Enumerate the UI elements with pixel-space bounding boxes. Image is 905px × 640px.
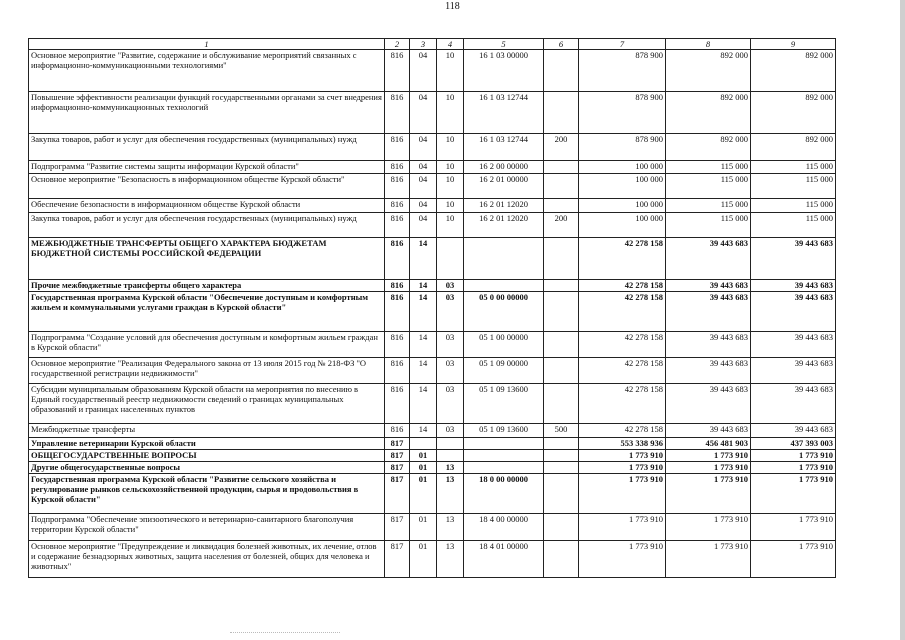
expense-type-code <box>544 438 579 450</box>
ministry-code: 816 <box>385 292 410 332</box>
target-article-code <box>464 280 544 292</box>
section-code: 04 <box>410 134 437 161</box>
section-code: 14 <box>410 238 437 280</box>
target-article-code: 16 1 03 12744 <box>464 134 544 161</box>
item-name: МЕЖБЮДЖЕТНЫЕ ТРАНСФЕРТЫ ОБЩЕГО ХАРАКТЕРА БЮДЖЕТАМ БЮДЖЕТНОЙ СИСТЕМЫ РОССИЙСКОЙ ФЕДЕРАЦИИ <box>29 238 385 280</box>
scan-bottom-mark <box>230 632 340 637</box>
amount-year-1: 42 278 158 <box>579 358 666 384</box>
item-name: Основное мероприятие "Развитие, содержание и обслуживание мероприятий связанных с информационно-коммуникационными технологиями" <box>29 50 385 92</box>
ministry-code: 816 <box>385 199 410 213</box>
subsection-code: 03 <box>437 292 464 332</box>
amount-year-3: 1 773 910 <box>751 450 836 462</box>
ministry-code: 816 <box>385 238 410 280</box>
ministry-code: 817 <box>385 474 410 514</box>
ministry-code: 816 <box>385 174 410 199</box>
expense-type-code <box>544 514 579 541</box>
amount-year-1: 42 278 158 <box>579 292 666 332</box>
amount-year-2: 39 443 683 <box>666 332 751 358</box>
amount-year-2: 1 773 910 <box>666 474 751 514</box>
target-article-code: 05 1 09 13600 <box>464 384 544 424</box>
table-row <box>29 358 836 384</box>
expense-type-code <box>544 384 579 424</box>
column-number: 6 <box>544 39 579 50</box>
table-row <box>29 292 836 332</box>
amount-year-1: 100 000 <box>579 174 666 199</box>
amount-year-3: 39 443 683 <box>751 238 836 280</box>
amount-year-2: 39 443 683 <box>666 424 751 438</box>
subsection-code: 10 <box>437 161 464 174</box>
amount-year-2: 1 773 910 <box>666 462 751 474</box>
amount-year-3: 1 773 910 <box>751 541 836 578</box>
subsection-code: 10 <box>437 199 464 213</box>
expense-type-code <box>544 199 579 213</box>
amount-year-2: 39 443 683 <box>666 280 751 292</box>
amount-year-3: 115 000 <box>751 161 836 174</box>
item-name: ОБЩЕГОСУДАРСТВЕННЫЕ ВОПРОСЫ <box>29 450 385 462</box>
amount-year-1: 100 000 <box>579 213 666 238</box>
ministry-code: 816 <box>385 134 410 161</box>
expense-type-code <box>544 450 579 462</box>
table-row <box>29 474 836 514</box>
budget-table <box>28 38 836 578</box>
subsection-code: 10 <box>437 134 464 161</box>
section-code: 01 <box>410 462 437 474</box>
table-row <box>29 541 836 578</box>
amount-year-1: 100 000 <box>579 199 666 213</box>
amount-year-3: 115 000 <box>751 174 836 199</box>
column-number: 1 <box>29 39 385 50</box>
amount-year-1: 42 278 158 <box>579 384 666 424</box>
amount-year-2: 456 481 903 <box>666 438 751 450</box>
ministry-code: 817 <box>385 450 410 462</box>
section-code: 14 <box>410 384 437 424</box>
subsection-code: 03 <box>437 332 464 358</box>
item-name: Субсидии муниципальным образованиям Курской области на мероприятия по внесению в Единый государственный реестр недвижимости сведений о границах муниципальных образований и границах населенных пунктов <box>29 384 385 424</box>
expense-type-code <box>544 161 579 174</box>
item-name: Государственная программа Курской области "Развитие сельского хозяйства и регулирование рынков сельскохозяйственной продукции, сырья и продовольствия в Курской области" <box>29 474 385 514</box>
item-name: Подпрограмма "Развитие системы защиты информации Курской области" <box>29 161 385 174</box>
amount-year-2: 39 443 683 <box>666 358 751 384</box>
section-code: 04 <box>410 174 437 199</box>
expense-type-code <box>544 92 579 134</box>
subsection-code: 10 <box>437 174 464 199</box>
amount-year-1: 553 338 936 <box>579 438 666 450</box>
amount-year-3: 39 443 683 <box>751 384 836 424</box>
amount-year-2: 892 000 <box>666 92 751 134</box>
amount-year-2: 892 000 <box>666 134 751 161</box>
ministry-code: 816 <box>385 50 410 92</box>
amount-year-1: 1 773 910 <box>579 462 666 474</box>
target-article-code: 18 4 01 00000 <box>464 541 544 578</box>
table-row <box>29 199 836 213</box>
subsection-code: 10 <box>437 50 464 92</box>
ministry-code: 816 <box>385 280 410 292</box>
table-row <box>29 462 836 474</box>
ministry-code: 817 <box>385 541 410 578</box>
ministry-code: 816 <box>385 332 410 358</box>
table-row <box>29 174 836 199</box>
ministry-code: 816 <box>385 213 410 238</box>
amount-year-2: 39 443 683 <box>666 292 751 332</box>
amount-year-2: 892 000 <box>666 50 751 92</box>
item-name: Закупка товаров, работ и услуг для обеспечения государственных (муниципальных) нужд <box>29 213 385 238</box>
table-row <box>29 134 836 161</box>
table-row <box>29 438 836 450</box>
expense-type-code: 500 <box>544 424 579 438</box>
expense-type-code <box>544 280 579 292</box>
table-row <box>29 514 836 541</box>
amount-year-3: 892 000 <box>751 92 836 134</box>
scan-edge-shadow <box>900 0 905 640</box>
amount-year-1: 1 773 910 <box>579 514 666 541</box>
amount-year-3: 1 773 910 <box>751 462 836 474</box>
section-code: 04 <box>410 199 437 213</box>
section-code: 04 <box>410 161 437 174</box>
ministry-code: 816 <box>385 358 410 384</box>
item-name: Государственная программа Курской области "Обеспечение доступным и комфортным жильем и коммунальными услугами граждан в Курской области" <box>29 292 385 332</box>
amount-year-1: 1 773 910 <box>579 474 666 514</box>
target-article-code: 16 2 01 00000 <box>464 174 544 199</box>
column-number-header <box>29 39 836 50</box>
section-code: 04 <box>410 92 437 134</box>
expense-type-code <box>544 462 579 474</box>
table-row <box>29 424 836 438</box>
subsection-code: 10 <box>437 213 464 238</box>
page-number: 118 <box>445 1 460 12</box>
item-name: Основное мероприятие "Реализация Федерального закона от 13 июля 2015 год № 218-ФЗ "О государственной регистрации недвижимости" <box>29 358 385 384</box>
table-row <box>29 50 836 92</box>
amount-year-2: 1 773 910 <box>666 541 751 578</box>
expense-type-code: 200 <box>544 213 579 238</box>
ministry-code: 816 <box>385 384 410 424</box>
item-name: Межбюджетные трансферты <box>29 424 385 438</box>
section-code: 01 <box>410 450 437 462</box>
section-code: 01 <box>410 514 437 541</box>
amount-year-2: 115 000 <box>666 174 751 199</box>
table-row <box>29 280 836 292</box>
expense-type-code <box>544 174 579 199</box>
amount-year-3: 115 000 <box>751 199 836 213</box>
ministry-code: 816 <box>385 424 410 438</box>
subsection-code: 03 <box>437 424 464 438</box>
column-number: 7 <box>579 39 666 50</box>
item-name: Подпрограмма "Создание условий для обеспечения доступным и комфортным жильем граждан в Курской области" <box>29 332 385 358</box>
amount-year-1: 878 900 <box>579 134 666 161</box>
amount-year-3: 1 773 910 <box>751 514 836 541</box>
target-article-code <box>464 238 544 280</box>
expense-type-code <box>544 474 579 514</box>
column-number: 4 <box>437 39 464 50</box>
section-code: 04 <box>410 213 437 238</box>
subsection-code: 13 <box>437 462 464 474</box>
table-row <box>29 384 836 424</box>
column-number: 2 <box>385 39 410 50</box>
target-article-code <box>464 462 544 474</box>
section-code: 01 <box>410 474 437 514</box>
section-code: 14 <box>410 332 437 358</box>
amount-year-2: 115 000 <box>666 161 751 174</box>
subsection-code <box>437 450 464 462</box>
amount-year-3: 39 443 683 <box>751 292 836 332</box>
subsection-code: 13 <box>437 541 464 578</box>
amount-year-3: 115 000 <box>751 213 836 238</box>
section-code <box>410 438 437 450</box>
subsection-code: 03 <box>437 358 464 384</box>
column-number: 3 <box>410 39 437 50</box>
section-code: 01 <box>410 541 437 578</box>
column-number: 5 <box>464 39 544 50</box>
item-name: Повышение эффективности реализации функций государственными органами за счет внедрения информационно-коммуникационных технологий <box>29 92 385 134</box>
amount-year-3: 892 000 <box>751 134 836 161</box>
amount-year-3: 1 773 910 <box>751 474 836 514</box>
amount-year-2: 39 443 683 <box>666 384 751 424</box>
amount-year-1: 878 900 <box>579 50 666 92</box>
target-article-code <box>464 450 544 462</box>
target-article-code: 05 0 00 00000 <box>464 292 544 332</box>
ministry-code: 817 <box>385 438 410 450</box>
amount-year-1: 42 278 158 <box>579 332 666 358</box>
amount-year-3: 39 443 683 <box>751 332 836 358</box>
ministry-code: 817 <box>385 514 410 541</box>
amount-year-3: 39 443 683 <box>751 358 836 384</box>
item-name: Обеспечение безопасности в информационном обществе Курской области <box>29 199 385 213</box>
amount-year-1: 878 900 <box>579 92 666 134</box>
column-number: 8 <box>666 39 751 50</box>
amount-year-3: 39 443 683 <box>751 280 836 292</box>
target-article-code: 18 0 00 00000 <box>464 474 544 514</box>
table-row <box>29 450 836 462</box>
amount-year-1: 1 773 910 <box>579 541 666 578</box>
target-article-code: 16 1 03 12744 <box>464 92 544 134</box>
item-name: Другие общегосударственные вопросы <box>29 462 385 474</box>
amount-year-1: 42 278 158 <box>579 238 666 280</box>
table-row <box>29 238 836 280</box>
ministry-code: 817 <box>385 462 410 474</box>
amount-year-3: 892 000 <box>751 50 836 92</box>
target-article-code: 16 1 03 00000 <box>464 50 544 92</box>
target-article-code: 05 1 09 00000 <box>464 358 544 384</box>
target-article-code: 16 2 01 12020 <box>464 213 544 238</box>
item-name: Закупка товаров, работ и услуг для обеспечения государственных (муниципальных) нужд <box>29 134 385 161</box>
expense-type-code <box>544 541 579 578</box>
section-code: 04 <box>410 50 437 92</box>
target-article-code: 18 4 00 00000 <box>464 514 544 541</box>
ministry-code: 816 <box>385 161 410 174</box>
expense-type-code <box>544 332 579 358</box>
amount-year-2: 39 443 683 <box>666 238 751 280</box>
subsection-code <box>437 238 464 280</box>
amount-year-1: 1 773 910 <box>579 450 666 462</box>
table-row <box>29 332 836 358</box>
item-name: Основное мероприятие "Безопасность в информационном обществе Курской области" <box>29 174 385 199</box>
section-code: 14 <box>410 292 437 332</box>
subsection-code: 13 <box>437 474 464 514</box>
ministry-code: 816 <box>385 92 410 134</box>
amount-year-2: 115 000 <box>666 213 751 238</box>
subsection-code: 03 <box>437 384 464 424</box>
subsection-code: 10 <box>437 92 464 134</box>
amount-year-3: 39 443 683 <box>751 424 836 438</box>
item-name: Прочие межбюджетные трансферты общего характера <box>29 280 385 292</box>
amount-year-1: 42 278 158 <box>579 280 666 292</box>
table-row <box>29 213 836 238</box>
expense-type-code: 200 <box>544 134 579 161</box>
expense-type-code <box>544 292 579 332</box>
subsection-code: 13 <box>437 514 464 541</box>
expense-type-code <box>544 50 579 92</box>
expense-type-code <box>544 238 579 280</box>
target-article-code: 05 1 00 00000 <box>464 332 544 358</box>
column-number: 9 <box>751 39 836 50</box>
table-row <box>29 161 836 174</box>
amount-year-2: 1 773 910 <box>666 450 751 462</box>
target-article-code: 16 2 00 00000 <box>464 161 544 174</box>
item-name: Управление ветеринарии Курской области <box>29 438 385 450</box>
item-name: Подпрограмма "Обеспечение эпизоотического и ветеринарно-санитарного благополучия территории Курской области" <box>29 514 385 541</box>
subsection-code <box>437 438 464 450</box>
expense-type-code <box>544 358 579 384</box>
section-code: 14 <box>410 358 437 384</box>
amount-year-1: 100 000 <box>579 161 666 174</box>
amount-year-1: 42 278 158 <box>579 424 666 438</box>
target-article-code: 16 2 01 12020 <box>464 199 544 213</box>
subsection-code: 03 <box>437 280 464 292</box>
amount-year-3: 437 393 003 <box>751 438 836 450</box>
target-article-code: 05 1 09 13600 <box>464 424 544 438</box>
section-code: 14 <box>410 280 437 292</box>
item-name: Основное мероприятие "Предупреждение и ликвидация болезней животных, их лечение, отлов и содержание безнадзорных животных, защита населения от болезней, общих для человека и животных" <box>29 541 385 578</box>
target-article-code <box>464 438 544 450</box>
amount-year-2: 1 773 910 <box>666 514 751 541</box>
amount-year-2: 115 000 <box>666 199 751 213</box>
table-row <box>29 92 836 134</box>
section-code: 14 <box>410 424 437 438</box>
